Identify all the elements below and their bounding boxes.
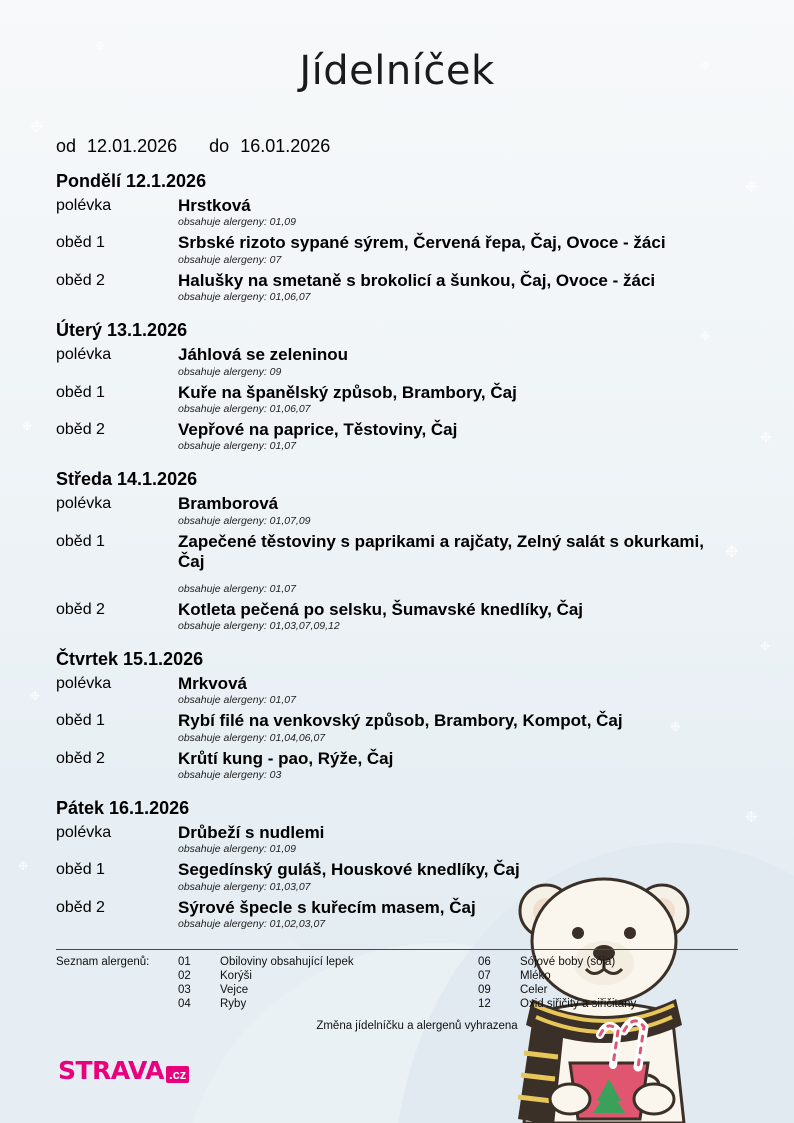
legend-text: Sójové boby (sója) [520, 956, 616, 969]
snowflake-icon: ❉ [670, 719, 681, 734]
meal-allergens: obsahuje alergeny: 03 [178, 769, 282, 782]
meal-allergens: obsahuje alergeny: 01,03,07,09,12 [178, 619, 340, 632]
snowflake-icon: ❉ [760, 429, 772, 445]
meal-description: Sýrové špecle s kuřecím masem, Čaj [178, 897, 476, 917]
meal-description: Hrstková [178, 196, 251, 215]
meal-row [56, 383, 754, 418]
legend-code: 01 [178, 956, 191, 969]
meal-row [56, 898, 754, 933]
meal-description: Halušky na smetaně s brokolicí a šunkou, Čaj, Ovoce - žáci [178, 270, 656, 290]
date-range-from-value: 12.01.2026 [87, 136, 178, 156]
legend-text: Korýši [220, 970, 252, 983]
snowflake-icon: ❉ [30, 689, 41, 703]
snowflake-icon: ❉ [30, 119, 44, 136]
legend-code: 03 [178, 984, 191, 997]
meal-row [56, 196, 754, 231]
meal-description: Krůtí kung - pao, Rýže, Čaj [178, 748, 394, 768]
meal-description: Zapečené těstoviny s paprikami a rajčaty, Zelný salát s okurkami, Čaj [178, 531, 704, 572]
meal-type-label: polévka [56, 495, 112, 513]
day-title: Středa 14.1.2026 [56, 469, 198, 490]
meal-row [56, 711, 754, 746]
meal-row [56, 749, 754, 784]
meal-type-label: oběd 2 [56, 898, 105, 916]
day-title: Pondělí 12.1.2026 [56, 171, 207, 191]
legend-code: 09 [478, 984, 491, 997]
meal-type-label: oběd 1 [56, 712, 105, 730]
meal-description: Vepřové na paprice, Těstoviny, Čaj [178, 419, 458, 439]
meal-description: Bramborová [178, 494, 279, 514]
meal-row [56, 860, 754, 895]
legend-code: 06 [478, 956, 491, 969]
meal-allergens: obsahuje alergeny: 01,07,09 [178, 514, 311, 527]
meal-allergens: obsahuje alergeny: 01,09 [178, 216, 296, 229]
meal-allergens: obsahuje alergeny: 01,09 [178, 843, 296, 856]
meal-row [56, 532, 754, 598]
meal-description: Mrkvová [178, 673, 247, 693]
legend-divider [56, 949, 738, 950]
meal-row [56, 600, 754, 635]
menu-content [0, 48, 794, 1032]
legend-code: 04 [178, 998, 191, 1011]
meal-allergens: obsahuje alergeny: 07 [178, 253, 282, 266]
disclaimer-note: Změna jídelníčku a alergenů vyhrazena [316, 1020, 518, 1033]
day-title: Pátek 16.1.2026 [56, 798, 190, 819]
snowflake-icon: ❉ [22, 419, 33, 433]
strava-logo[interactable] [58, 1056, 189, 1085]
meal-type-label: polévka [56, 346, 112, 364]
meal-type-label: polévka [56, 674, 112, 692]
date-range-from-label: od [56, 136, 77, 156]
meal-type-label: polévka [56, 824, 112, 842]
meal-type-label: oběd 1 [56, 532, 105, 550]
meal-type-label: oběd 2 [56, 420, 105, 438]
legend-code: 07 [478, 970, 491, 983]
meal-type-label: oběd 2 [56, 749, 105, 767]
legend-column-2 [478, 956, 738, 1010]
legend-text: Celer [520, 984, 548, 997]
snowflake-icon: ❉ [18, 859, 29, 873]
meal-description: Jáhlová se zeleninou [178, 345, 349, 365]
snowflake-icon: ❉ [95, 39, 106, 53]
date-range-to-label: do [209, 136, 230, 156]
meal-allergens: obsahuje alergeny: 01,03,07 [178, 880, 311, 893]
day-block [40, 798, 754, 933]
snowflake-icon: ❉ [700, 59, 711, 73]
meal-allergens: obsahuje alergeny: 01,07 [178, 440, 296, 453]
snowflake-icon: ❉ [745, 179, 758, 196]
page-title: Jídelníček [299, 48, 495, 94]
meal-allergens: obsahuje alergeny: 01,04,06,07 [178, 731, 326, 744]
meal-row [56, 345, 754, 380]
legend-text: Obiloviny obsahující lepek [220, 956, 354, 969]
meal-row [56, 233, 754, 268]
meal-type-label: oběd 1 [56, 234, 105, 252]
snowflake-icon: ❉ [745, 809, 758, 826]
meal-description: Segedínský guláš, Houskové knedlíky, Čaj [178, 860, 520, 880]
day-title: Čtvrtek 15.1.2026 [56, 648, 204, 669]
meal-type-label: polévka [56, 197, 112, 214]
snowflake-icon: ❉ [760, 639, 771, 653]
strava-logo-word: STRAVA [58, 1056, 164, 1085]
meal-allergens: obsahuje alergeny: 01,06,07 [178, 402, 311, 415]
day-block [40, 469, 754, 635]
meal-row [56, 420, 754, 455]
day-block [40, 649, 754, 784]
snowflake-icon: ❉ [700, 329, 711, 343]
meal-description: Rybí filé na venkovský způsob, Brambory, Kompot, Čaj [178, 711, 623, 731]
date-range [56, 136, 754, 157]
meal-allergens: obsahuje alergeny: 01,07 [178, 694, 296, 707]
meal-row [56, 823, 754, 858]
meal-type-label: oběd 2 [56, 271, 105, 289]
legend-text: Mléko [520, 970, 551, 983]
strava-logo-suffix: .cz [166, 1066, 189, 1083]
meal-type-label: oběd 2 [56, 600, 105, 618]
meal-description: Kotleta pečená po selsku, Šumavské knedlíky, Čaj [178, 599, 584, 619]
meal-allergens: obsahuje alergeny: 01,07 [178, 582, 296, 595]
meal-row [56, 674, 754, 709]
meal-type-label: oběd 1 [56, 861, 105, 879]
legend-text: Vejce [220, 984, 249, 997]
meal-allergens: obsahuje alergeny: 09 [178, 365, 282, 378]
legend-text: Ryby [220, 998, 247, 1011]
meal-row [56, 271, 754, 306]
day-block [40, 171, 754, 306]
day-title: Úterý 13.1.2026 [56, 320, 188, 341]
allergen-legend [56, 956, 738, 1010]
meal-allergens: obsahuje alergeny: 01,06,07 [178, 291, 311, 304]
meal-description: Srbské rizoto sypané sýrem, Červená řepa, Čaj, Ovoce - žáci [178, 233, 666, 253]
day-block [40, 320, 754, 455]
legend-code: 02 [178, 970, 191, 983]
legend-code: 12 [478, 998, 491, 1011]
legend-title: Seznam alergenů: [56, 956, 150, 969]
meal-type-label: oběd 1 [56, 383, 105, 401]
meal-allergens: obsahuje alergeny: 01,02,03,07 [178, 918, 326, 931]
meal-row [56, 494, 754, 529]
legend-text: Oxid siřičitý a siřičitany [520, 998, 637, 1011]
meal-description: Kuře na španělský způsob, Brambory, Čaj [178, 382, 517, 402]
meal-description: Drůbeží s nudlemi [178, 823, 325, 843]
legend-column-1 [178, 956, 478, 1010]
date-range-to-value: 16.01.2026 [240, 136, 331, 156]
snowflake-icon: ❉ [725, 544, 739, 561]
